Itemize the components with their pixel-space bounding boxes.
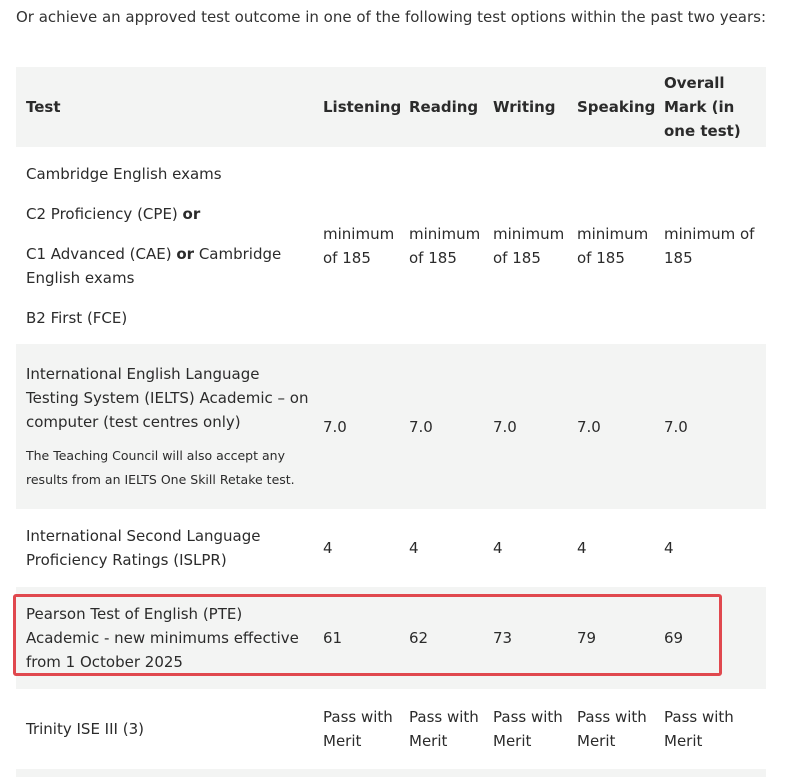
speaking-cell: minimum of 185 [577, 224, 649, 267]
test-line: B2 First (FCE) [26, 308, 128, 327]
reading-cell: 7.0 [409, 417, 433, 436]
speaking-cell: 79 [577, 629, 597, 647]
header-writing: Writing [493, 98, 556, 116]
writing-cell: 4 [493, 539, 503, 557]
header-listening: Listening [323, 98, 402, 116]
writing-cell: 73 [493, 629, 513, 647]
speaking-cell: 4 [577, 539, 587, 557]
table-row-pte [16, 587, 766, 689]
overall-cell: Pass with Merit [664, 708, 734, 750]
header-reading: Reading [409, 98, 479, 116]
test-line: Cambridge English exams [26, 164, 222, 183]
header-test: Test [26, 98, 61, 116]
table-row-cambridge [16, 147, 766, 344]
reading-cell: minimum of 185 [409, 224, 481, 267]
overall-cell: minimum of 185 [664, 224, 755, 267]
overall-cell: 7.0 [664, 417, 688, 436]
table-row-ielts [16, 344, 766, 509]
listening-cell: 61 [323, 629, 343, 647]
reading-cell: 62 [409, 629, 429, 647]
test-name-cell [16, 147, 313, 344]
test-line: C2 Proficiency (CPE) or [26, 204, 201, 223]
test-name-cell: Pearson Test of English (PTE) Academic - new minimums effective from 1 October 2025 [26, 605, 299, 671]
overall-cell: 4 [664, 539, 674, 557]
test-requirements-table [16, 67, 766, 777]
test-name-cell: International Second Language Proficiency Ratings (ISLPR) [26, 527, 261, 569]
writing-cell: minimum of 185 [493, 224, 565, 267]
table-row-partial [16, 769, 766, 777]
header-speaking: Speaking [577, 98, 656, 116]
table-row-trinity [16, 689, 766, 769]
writing-cell: Pass with Merit [493, 708, 563, 750]
listening-cell: Pass with Merit [323, 708, 393, 750]
test-note: The Teaching Council will also accept any results from an IELTS One Skill Retake test. [26, 447, 295, 487]
listening-cell: 4 [323, 539, 333, 557]
listening-cell: minimum of 185 [323, 224, 395, 267]
reading-cell: Pass with Merit [409, 708, 479, 750]
speaking-cell: Pass with Merit [577, 708, 647, 750]
test-line: International English Language Testing System (IELTS) Academic – on computer (test centres only) [26, 364, 309, 431]
intro-text: Or achieve an approved test outcome in one of the following test options within the past two years: [16, 8, 767, 26]
table-header-row [16, 67, 766, 147]
test-name-cell: Trinity ISE III (3) [26, 720, 144, 738]
table-row-islpr [16, 509, 766, 587]
reading-cell: 4 [409, 539, 419, 557]
overall-cell: 69 [664, 629, 684, 647]
listening-cell: 7.0 [323, 417, 347, 436]
test-name-cell [16, 344, 313, 509]
speaking-cell: 7.0 [577, 417, 601, 436]
test-line: C1 Advanced (CAE) or Cambridge English exams [26, 244, 282, 287]
header-overall: Overall Mark (in one test) [664, 74, 741, 140]
writing-cell: 7.0 [493, 417, 517, 436]
